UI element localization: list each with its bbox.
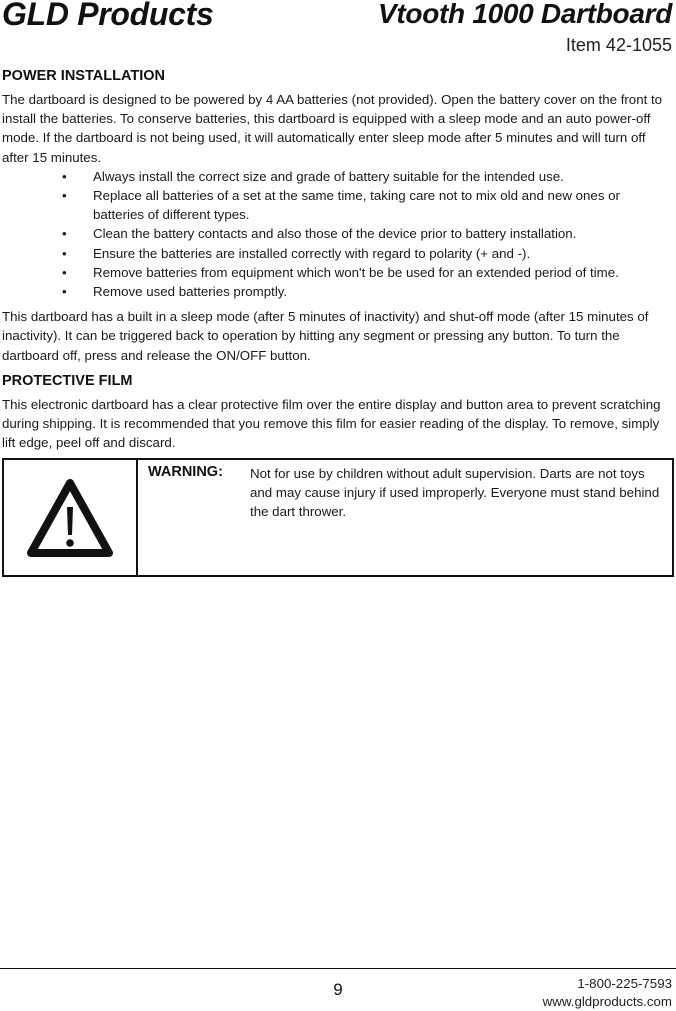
power-installation-heading: POWER INSTALLATION	[2, 68, 165, 84]
list-item	[2, 167, 672, 186]
warning-box	[2, 458, 674, 577]
bullet-glyph: •	[62, 284, 67, 300]
manual-content	[2, 66, 672, 452]
list-item-text: Ensure the batteries are installed correctly with regard to polarity (+ and -).	[93, 245, 531, 261]
list-item-text: Clean the battery contacts and also those of the device prior to battery installation.	[93, 226, 577, 242]
list-item	[2, 186, 672, 224]
warning-label: WARNING:	[148, 464, 223, 480]
website-url: www.gldproducts.com	[542, 994, 672, 1009]
list-item	[2, 263, 672, 282]
brand-logo: GLD Products	[2, 0, 214, 32]
page-number: 9	[333, 980, 343, 999]
warning-icon-cell	[4, 460, 138, 575]
protective-film-text: This electronic dartboard has a clear protective film over the entire display and button area to prevent scratching during shipping. It is recommended that you remove this film for easier reading of the display. To remove, simply lift edge, peel off and discard.	[2, 396, 661, 451]
protective-film-heading: PROTECTIVE FILM	[2, 372, 133, 389]
bullet-glyph: •	[62, 226, 67, 242]
bullet-glyph: •	[62, 264, 67, 280]
list-item-text: Remove used batteries promptly.	[93, 284, 288, 300]
list-item-text: Replace all batteries of a set at the same time, taking care not to mix old and new ones or batteries of different types.	[93, 188, 620, 223]
bullet-glyph: •	[62, 168, 67, 184]
list-item	[2, 224, 672, 243]
list-item-text: Always install the correct size and grade of battery suitable for the intended use.	[93, 168, 564, 184]
list-item	[2, 244, 672, 263]
item-number: Item 42-1055	[565, 35, 672, 55]
power-installation-intro: The dartboard is designed to be powered by 4 AA batteries (not provided). Open the battery cover on the front to install the batteries. To conserve batteries, this dartboard is equipped with a sleep mode and an auto power-off mode. If the dartboard is not being used, it will automatically enter sleep mode after 5 minutes and will turn off after 15 minutes.	[2, 92, 663, 165]
bullet-glyph: •	[62, 188, 67, 204]
warning-text: Not for use by children without adult supervision. Darts are not toys and may cause injury if used improperly. Everyone must stand behind the dart thrower.	[250, 466, 660, 519]
footer-divider	[0, 968, 676, 969]
product-title: Vtooth 1000 Dartboard	[378, 0, 672, 29]
battery-safety-list	[2, 167, 672, 301]
list-item	[2, 282, 672, 301]
warning-triangle-icon	[27, 479, 113, 557]
sleep-mode-text: This dartboard has a built in a sleep mode (after 5 minutes of inactivity) and shut-off mode (after 15 minutes of inactivity). It can be triggered back to operation by hitting any segment or pressing any button. To turn the dartboard off, press and release the ON/OFF button.	[2, 309, 649, 363]
protective-film-section	[2, 371, 672, 453]
phone-number: 1-800-225-7593	[577, 976, 672, 991]
warning-text-cell	[138, 460, 672, 575]
list-item-text: Remove batteries from equipment which won't be be used for an extended period of time.	[93, 264, 619, 280]
footer-contact	[543, 975, 672, 1011]
bullet-glyph: •	[62, 245, 67, 261]
power-installation-section	[2, 66, 672, 365]
